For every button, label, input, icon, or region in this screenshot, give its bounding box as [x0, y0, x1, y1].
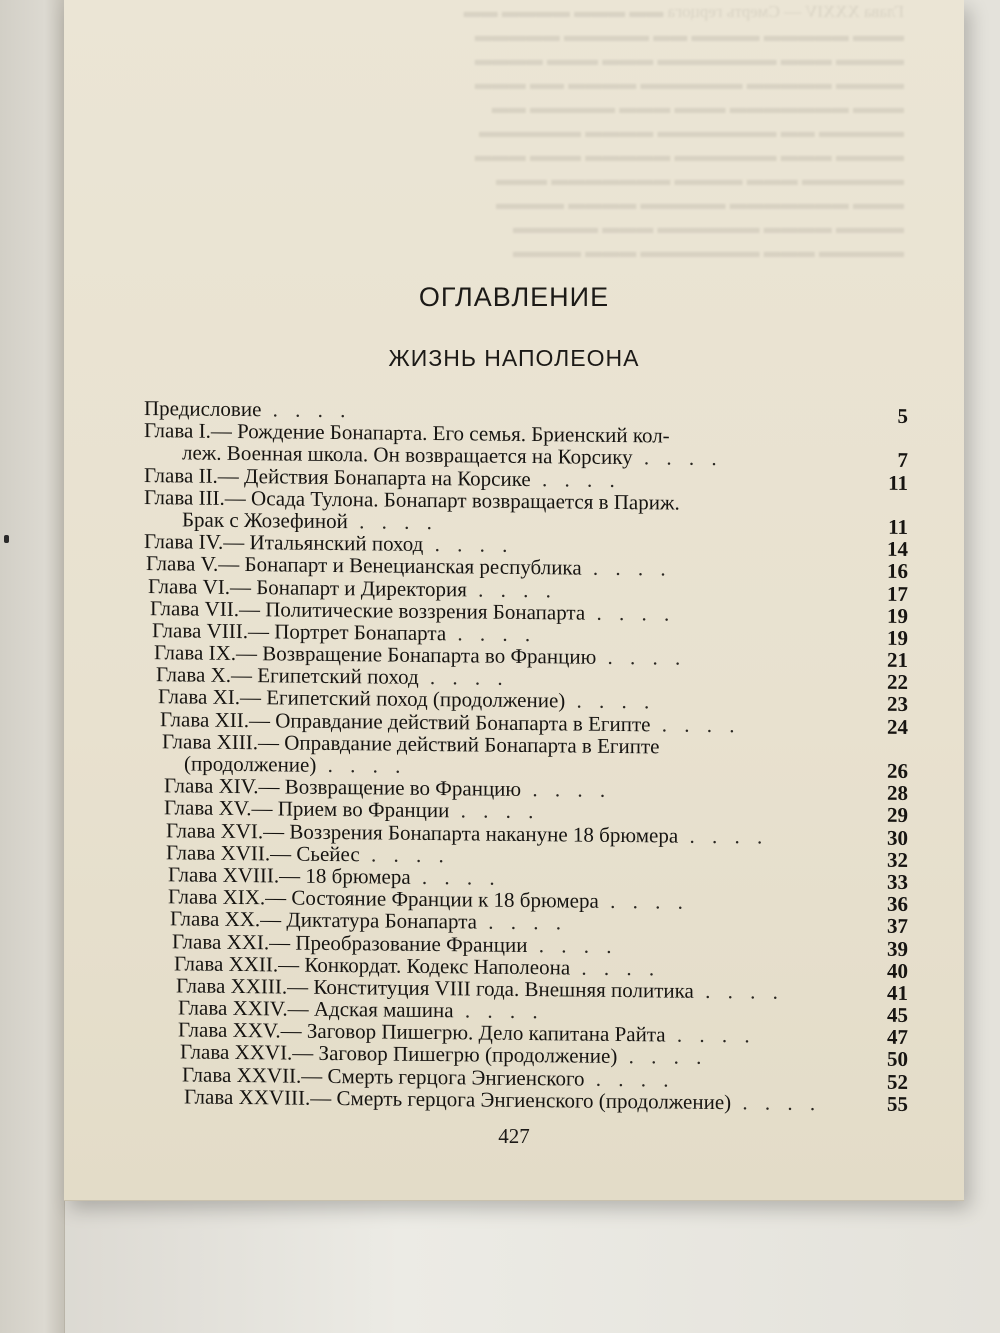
toc-entry-page: 37 — [887, 914, 908, 939]
leader-dots: . . . . — [581, 555, 672, 581]
toc-entry-page: 39 — [887, 936, 908, 961]
leader-dots: . . . . — [423, 532, 514, 557]
leader-dots: . . . . — [530, 466, 621, 492]
toc-entry-text: Глава X.— Египетский поход — [156, 662, 419, 690]
toc-entry-page: 19 — [887, 625, 908, 650]
bleed-through-text: Глава XXXIV — Смерть герцога ▬▬ ▬▬▬ ▬▬▬▬ ▬▬ ▬▬▬ ▬▬▬▬▬ ▬▬▬▬ ▬▬ ▬▬▬▬▬ ▬▬▬▬▬ ▬▬▬▬ ▬▬▬ ▬▬▬▬▬▬▬ ▬▬▬ ▬▬▬ ▬▬▬▬ ▬▬▬▬ ▬▬▬▬▬ ▬▬▬▬▬▬ ▬▬▬▬ ▬▬ ▬▬▬ ▬▬▬ ▬▬▬▬▬▬▬ ▬▬▬ ▬▬▬ ▬▬▬▬▬ ▬▬ ▬▬▬▬▬ ▬▬ ▬▬▬▬▬▬▬ ▬▬▬▬ ▬▬▬▬▬▬ ▬▬▬▬ ▬▬▬ ▬▬▬▬▬▬ ▬▬▬▬▬ ▬▬▬ ▬▬▬ ▬▬▬▬▬▬ ▬▬▬ ▬▬▬▬ ▬▬▬▬▬▬▬ ▬▬▬ ▬▬▬ ▬▬▬▬▬▬▬ ▬▬▬▬▬ ▬▬▬▬ ▬▬▬▬ ▬▬▬▬ ▬▬▬▬ ▬▬▬▬▬▬ ▬▬▬ ▬▬▬▬▬ ▬▬▬▬▬ ▬▬▬ ▬▬▬▬▬▬▬ ▬▬▬ ▬▬▬▬ — [463, 2, 904, 261]
toc-entry-page: 55 — [887, 1091, 908, 1116]
toc-entry-text: Глава XXVI.— Заговор Пишегрю (продолжение) — [180, 1039, 618, 1069]
toc-entry-text: Глава XIII.— Оправдание действий Бонапарта в Египте — [162, 729, 660, 759]
toc-entry-text: Глава XI.— Египетский поход (продолжение) — [158, 684, 566, 713]
toc-entry-text: Глава XXVIII.— Смерть герцога Энгиенского (продолжение) — [184, 1084, 732, 1114]
leader-dots: . . . . — [598, 888, 689, 914]
toc-entry-page: 40 — [887, 958, 908, 983]
toc-entry-page: 7 — [897, 448, 908, 473]
toc-entry-text: Глава XXIV.— Адская машина — [178, 995, 454, 1023]
toc-entry-text: Глава VIII.— Портрет Бонапарта — [152, 617, 447, 646]
leader-dots: . . . . — [731, 1089, 822, 1115]
leader-dots: . . . . — [316, 752, 407, 778]
toc-entry-text: Глава V.— Бонапарт и Венецианская республика — [146, 551, 582, 580]
toc-entry-text: Глава XXIII.— Конституция VIII года. Внешняя политика — [176, 973, 694, 1003]
leader-dots: . . . . — [585, 600, 676, 626]
leader-dots: . . . . — [617, 1044, 708, 1070]
toc-entry-page: 36 — [887, 891, 908, 917]
toc-entry-text: Глава XIX.— Состояние Франции к 18 брюмера — [168, 884, 599, 913]
toc-entry-text: Глава XX.— Диктатура Бонапарта — [170, 906, 477, 934]
toc-entry-text: Брак с Жозефиной — [182, 507, 348, 534]
toc-entry-page: 19 — [887, 603, 908, 628]
leader-dots: . . . . — [453, 998, 544, 1024]
toc-entry-page: 24 — [887, 714, 908, 739]
leader-dots: . . . . — [678, 823, 769, 849]
toc-entry-text: Глава IV.— Итальянский поход — [144, 529, 424, 557]
toc-entry-page: 16 — [887, 559, 908, 584]
toc-entry-text: Глава XVIII.— 18 брюмера — [168, 862, 411, 889]
toc-entry-text: Глава VI.— Бонапарт и Директория — [148, 573, 467, 601]
leader-dots: . . . . — [632, 445, 723, 471]
leader-dots: . . . . — [476, 909, 567, 935]
leader-dots: . . . . — [446, 621, 537, 646]
leader-dots: . . . . — [596, 644, 687, 670]
toc-entry-page: 14 — [887, 536, 908, 562]
toc-entry-text: Глава I.— Рождение Бонапарта. Его семья. Бриенский кол- — [144, 418, 670, 448]
toc-entry-page: 29 — [887, 803, 908, 828]
toc-entry-text: Глава XXII.— Конкордат. Кодекс Наполеона — [174, 951, 571, 980]
leader-dots: . . . . — [418, 665, 509, 691]
book-page — [64, 0, 964, 1201]
leader-dots: . . . . — [693, 978, 784, 1004]
toc-entry-text: Глава XIV.— Возвращение во Францию — [164, 773, 522, 802]
page-subtitle: ЖИЗНЬ НАПОЛЕОНА — [388, 345, 640, 371]
leader-dots: . . . . — [466, 576, 557, 602]
toc-entry-page: 28 — [887, 780, 908, 806]
toc-entry-text: леж. Военная школа. Он возвращается на Корсику — [182, 440, 633, 470]
toc-entry-text: Глава XVII.— Сьейес — [166, 839, 360, 867]
leader-dots: . . . . — [521, 777, 612, 803]
toc-entry-text: Глава XII.— Оправдание действий Бонапарта в Египте — [160, 706, 651, 736]
leader-dots: . . . . — [584, 1066, 675, 1092]
toc-entry-page: 30 — [887, 825, 908, 850]
toc-entry-page: 45 — [887, 1002, 908, 1028]
leader-dots: . . . . — [410, 864, 501, 890]
toc-entry-page: 5 — [897, 403, 908, 429]
toc-entry-text: Глава IX.— Возвращение Бонапарта во Францию — [154, 640, 597, 669]
toc-entry-page: 50 — [887, 1047, 908, 1072]
previous-page-edge — [0, 0, 65, 1333]
toc-entry-page: 22 — [887, 670, 908, 695]
toc-entry-page: 47 — [887, 1025, 908, 1050]
toc-entry-page: 21 — [887, 647, 908, 673]
leader-dots: . . . . — [650, 711, 741, 737]
toc-entry-text: Глава XV.— Прием во Франции — [164, 795, 450, 823]
toc-entry-text: Глава XXI.— Преобразование Франции — [172, 928, 528, 957]
leader-dots: . . . . — [527, 932, 618, 958]
leader-dots: . . . . — [359, 842, 450, 867]
page-title: ОГЛАВЛЕНИЕ — [418, 282, 610, 312]
leader-dots: . . . . — [665, 1022, 756, 1048]
toc-entry-page: 32 — [887, 847, 908, 872]
page-number: 427 — [498, 1124, 530, 1148]
toc-entry-page: 26 — [887, 758, 908, 784]
toc-entry-text: Глава XXVII.— Смерть герцога Энгиенского — [182, 1062, 585, 1091]
toc-entry-text: Глава XXV.— Заговор Пишегрю. Дело капитана Райта — [178, 1017, 666, 1047]
leader-dots: . . . . — [347, 509, 438, 535]
gutter-mark — [4, 535, 9, 543]
toc-entry-page: 11 — [888, 470, 908, 495]
toc-entry-page: 17 — [887, 581, 908, 606]
toc-entry-text: Глава XVI.— Воззрения Бонапарта накануне 18 брюмера — [166, 817, 679, 848]
toc-entry-text: Глава VII.— Политические воззрения Бонапарта — [150, 595, 586, 625]
toc-entry-text: Предисловие — [144, 396, 262, 422]
toc-entry-page: 11 — [888, 514, 908, 539]
toc-entry-page: 33 — [887, 869, 908, 894]
leader-dots: . . . . — [449, 798, 540, 824]
leader-dots: . . . . — [570, 955, 661, 981]
toc-entry-page: 23 — [887, 692, 908, 717]
toc-entry-page: 52 — [887, 1069, 908, 1094]
toc-entry-text: Глава III.— Осада Тулона. Бонапарт возвращается в Париж. — [144, 484, 680, 515]
toc-entry-text: (продолжение) — [184, 751, 317, 777]
leader-dots: . . . . — [261, 397, 352, 423]
leader-dots: . . . . — [565, 688, 656, 714]
toc-entry-text: Глава II.— Действия Бонапарта на Корсике — [144, 462, 531, 491]
table-of-contents — [144, 396, 908, 1116]
toc-entry-page: 41 — [887, 980, 908, 1005]
